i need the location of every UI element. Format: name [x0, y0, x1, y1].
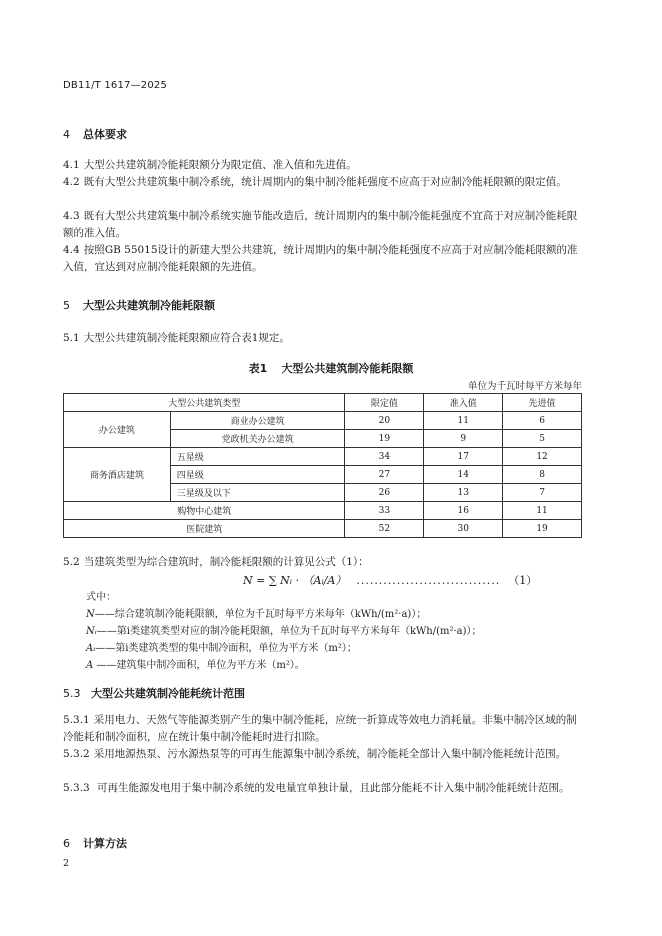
cell-type: 四星级	[170, 466, 345, 484]
document-code: DB11/T 1617—2025	[63, 80, 168, 91]
variable-symbol: N	[86, 609, 95, 620]
cell-limit: 34	[345, 448, 424, 466]
section-5-heading	[63, 297, 215, 313]
header-advanced: 先进值	[503, 394, 582, 412]
section-4-heading	[63, 126, 127, 142]
formula-expression: N = ∑ Nᵢ · （Aᵢ/A）	[243, 574, 347, 587]
clause-text: 大型公共建筑制冷能耗限额应符合表1规定。	[83, 332, 290, 344]
cell-entry: 9	[424, 430, 503, 448]
clause-number: 5.2	[63, 556, 80, 568]
variable-description: ——第i类建筑类型的集中制冷面积，单位为平方米（m²）；	[95, 643, 357, 654]
clause-text: 既有大型公共建筑集中制冷系统实施节能改造后，统计周期内的集中制冷能耗强度不宜高于对应制冷能耗限额的准入值。	[63, 210, 578, 239]
table-row	[64, 520, 582, 538]
cell-entry: 11	[424, 412, 503, 430]
clause-number: 5.3.3	[63, 782, 90, 794]
table-row	[64, 448, 582, 466]
formula-leader-dots: ................................	[356, 574, 501, 587]
header-entry: 准入值	[424, 394, 503, 412]
clause-5-3-3	[63, 780, 585, 797]
cell-type: 党政机关办公建筑	[170, 430, 345, 448]
page-number: 2	[63, 858, 70, 869]
group-office: 办公建筑	[64, 412, 171, 448]
clause-text: 既有大型公共建筑集中制冷系统，统计周期内的集中制冷能耗强度不应高于对应制冷能耗限额的限定值。	[83, 176, 567, 188]
cell-advanced: 19	[503, 520, 582, 538]
clause-5-1	[63, 330, 585, 347]
clause-4-1	[63, 157, 585, 174]
clause-5-2	[63, 554, 585, 571]
cell-type: 商业办公建筑	[170, 412, 345, 430]
section-4-number: 4	[63, 128, 70, 141]
variable-definition	[86, 658, 305, 674]
cell-type: 五星级	[170, 448, 345, 466]
cell-entry: 13	[424, 484, 503, 502]
clause-number: 5.3.2	[63, 748, 90, 760]
section-5-3-number: 5.3	[63, 687, 81, 700]
table-title	[0, 360, 662, 376]
table-header-row	[64, 394, 582, 412]
formula-number: （1）	[508, 574, 538, 587]
clause-text: 当建筑类型为综合建筑时，制冷能耗限额的计算见公式（1）：	[83, 556, 369, 568]
cell-type: 购物中心建筑	[64, 502, 345, 520]
clause-text: 按照GB 55015设计的新建大型公共建筑，统计周期内的集中制冷能耗强度不应高于对应制冷能耗限额的准入值，宜达到对应制冷能耗限额的先进值。	[63, 244, 578, 273]
clause-text: 采用地源热泵、污水源热泵等的可再生能源集中制冷系统，制冷能耗全部计入集中制冷能耗统计范围。	[93, 748, 567, 760]
table-row	[64, 502, 582, 520]
variable-definition	[86, 624, 482, 640]
cell-type: 三星级及以下	[170, 484, 345, 502]
variable-definition	[86, 641, 357, 657]
cell-entry: 16	[424, 502, 503, 520]
table-unit: 单位为千瓦时每平方米每年	[467, 381, 582, 392]
limits-table	[63, 393, 582, 538]
formula-1	[243, 572, 537, 588]
cell-limit: 27	[345, 466, 424, 484]
header-building-type: 大型公共建筑类型	[64, 394, 345, 412]
clause-number: 4.2	[63, 176, 80, 188]
clause-number: 4.1	[63, 159, 80, 171]
cell-advanced: 8	[503, 466, 582, 484]
clause-4-4	[63, 242, 585, 276]
cell-advanced: 12	[503, 448, 582, 466]
clause-text: 大型公共建筑制冷能耗限额分为限定值、准入值和先进值。	[83, 159, 357, 171]
section-5-title: 大型公共建筑制冷能耗限额	[83, 299, 215, 312]
section-6-number: 6	[63, 837, 70, 850]
clause-number: 5.1	[63, 332, 80, 344]
clause-5-3-1	[63, 712, 585, 746]
section-4-title: 总体要求	[83, 128, 127, 141]
cell-limit: 19	[345, 430, 424, 448]
clause-number: 4.4	[63, 244, 80, 256]
table-title-text: 大型公共建筑制冷能耗限额	[281, 362, 414, 375]
cell-advanced: 7	[503, 484, 582, 502]
table-row	[64, 412, 582, 430]
cell-limit: 33	[345, 502, 424, 520]
clause-number: 5.3.1	[63, 714, 90, 726]
cell-entry: 17	[424, 448, 503, 466]
clause-4-2	[63, 174, 585, 191]
section-6-title: 计算方法	[83, 837, 127, 850]
clause-5-3-2	[63, 746, 585, 763]
cell-type: 医院建筑	[64, 520, 345, 538]
section-5-3-title: 大型公共建筑制冷能耗统计范围	[91, 687, 245, 700]
section-5-3-heading	[63, 685, 245, 701]
cell-entry: 30	[424, 520, 503, 538]
cell-limit: 26	[345, 484, 424, 502]
clause-text: 可再生能源发电用于集中制冷系统的发电量宜单独计量，且此部分能耗不计入集中制冷能耗统计范围。	[93, 782, 570, 794]
cell-entry: 14	[424, 466, 503, 484]
variable-symbol: Nᵢ	[86, 626, 97, 637]
clause-number: 4.3	[63, 210, 80, 222]
variable-symbol: Aᵢ	[86, 643, 96, 654]
variable-description: ——第i类建筑类型对应的制冷能耗限额，单位为千瓦时每平方米每年（kWh/(m²·a)）；	[96, 626, 482, 637]
cell-advanced: 11	[503, 502, 582, 520]
clause-4-3	[63, 208, 585, 242]
variable-description: ——综合建筑制冷能耗限额，单位为千瓦时每平方米每年（kWh/(m²·a)）；	[94, 609, 427, 620]
variable-description: ——建筑集中制冷面积，单位为平方米（m²）。	[93, 660, 305, 671]
cell-advanced: 5	[503, 430, 582, 448]
table-label: 表1	[248, 362, 268, 375]
where-label: 式中：	[86, 592, 116, 603]
cell-limit: 52	[345, 520, 424, 538]
group-hotel: 商务酒店建筑	[64, 448, 171, 502]
section-5-number: 5	[63, 299, 70, 312]
cell-advanced: 6	[503, 412, 582, 430]
header-limit: 限定值	[345, 394, 424, 412]
variable-definition	[86, 607, 426, 623]
section-6-heading	[63, 835, 127, 851]
cell-limit: 20	[345, 412, 424, 430]
clause-text: 采用电力、天然气等能源类别产生的集中制冷能耗，应统一折算成等效电力消耗量。非集中制冷区域的制冷能耗和制冷面积，应在统计集中制冷能耗时进行扣除。	[63, 714, 577, 743]
variable-symbol: A	[86, 660, 94, 671]
